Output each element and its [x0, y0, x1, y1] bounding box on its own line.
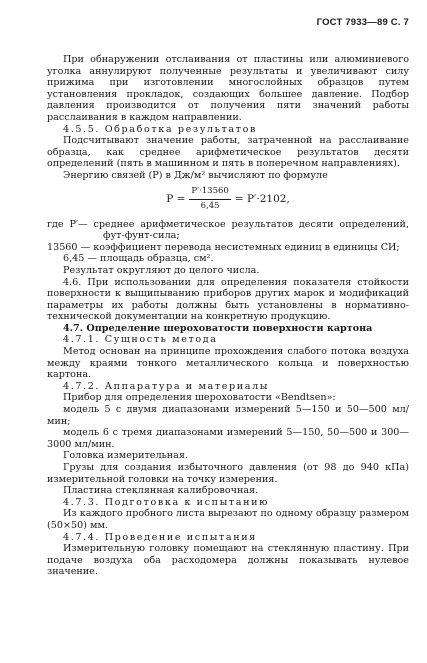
- section-heading-4-7-1: 4.7.1. Сущность метода: [63, 334, 218, 346]
- formula-numerator: P′·13560: [189, 186, 230, 200]
- paragraph: модель 6 с тремя диапазонами измерений 5—150, 50—500 и 300—3000 мл/мин.: [47, 427, 409, 450]
- paragraph: Результат округляют до целого числа.: [63, 264, 260, 276]
- paragraph: Из каждого пробного листа вырезают по одному образцу размером (50×50) мм.: [47, 508, 409, 531]
- section-heading-4-7-3: 4.7.3. Подготовка к испытанию: [63, 496, 270, 508]
- formula-denominator: 6,45: [200, 201, 220, 212]
- paragraph: Грузы для создания избыточного давления (от 98 до 940 кПа) измерительной головки на точку измерения.: [47, 462, 409, 485]
- document-body: [47, 54, 409, 578]
- section-heading-4-7-2: 4.7.2. Аппаратура и материалы: [63, 380, 270, 392]
- section-heading-4-7: 4.7. Определение шероховатости поверхности картона: [63, 322, 373, 334]
- paragraph: Пластина стеклянная калибровочная.: [63, 485, 259, 497]
- formula-rhs: = P′·2102,: [234, 192, 290, 205]
- formula-legend-item: 6,45 — площадь образца, см².: [63, 253, 214, 265]
- paragraph: модель 5 с двумя диапазонами измерений 5—150 и 50—500 мл/мин;: [47, 404, 409, 427]
- energy-formula: [47, 183, 409, 217]
- page-header: ГОСТ 7933—89 С. 7: [316, 17, 409, 28]
- formula-fraction: [189, 186, 230, 212]
- paragraph: Головка измерительная.: [63, 450, 188, 462]
- section-heading-4-7-4: 4.7.4. Проведение испытания: [63, 531, 257, 543]
- paragraph: Измерительную головку помещают на стеклянную пластину. При подаче воздуха оба расходомера должны показывать нулевое значение.: [47, 543, 409, 578]
- section-4-6: 4.6. При использовании для определения показателя стойкости поверхности к выщипыванию приборов других марок и модификаций параметры их работы должны быть установлены в нормативно-технической документации на конкретную продукцию.: [47, 276, 409, 323]
- paragraph: При обнаружении отслаивания от пластины или алюминиевого уголка аннулируют полученные результаты и увеличивают силу прижима при изготовлении многослойных образцов путем установления прокладок, создающих большее давление. Подбор давления производится от получения пяти значений работы расслаивания в каждом направлении.: [47, 54, 409, 123]
- paragraph: Метод основан на принципе прохождения слабого потока воздуха между краями тонкого металлического кольца и поверхностью картона.: [47, 346, 409, 381]
- section-heading-4-5-5: 4.5.5. Обработка результатов: [63, 123, 257, 135]
- formula-legend-item: 13560 — коэффициент перевода несистемных единиц в единицы СИ;: [47, 241, 400, 253]
- paragraph: Энергию связей (P) в Дж/м² вычисляют по формуле: [63, 169, 328, 181]
- formula-lhs: P =: [166, 192, 186, 205]
- formula-legend-item: где P′— среднее арифметическое результатов десяти определений, фут-фунт-сила;: [47, 218, 409, 242]
- paragraph: Подсчитывают значение работы, затраченной на расслаивание образца, как среднее арифметическое результатов десяти определений (пять в машинном и пять в поперечном направлениях).: [47, 135, 409, 170]
- paragraph: Прибор для определения шероховатости «Bendtsen»:: [63, 392, 336, 404]
